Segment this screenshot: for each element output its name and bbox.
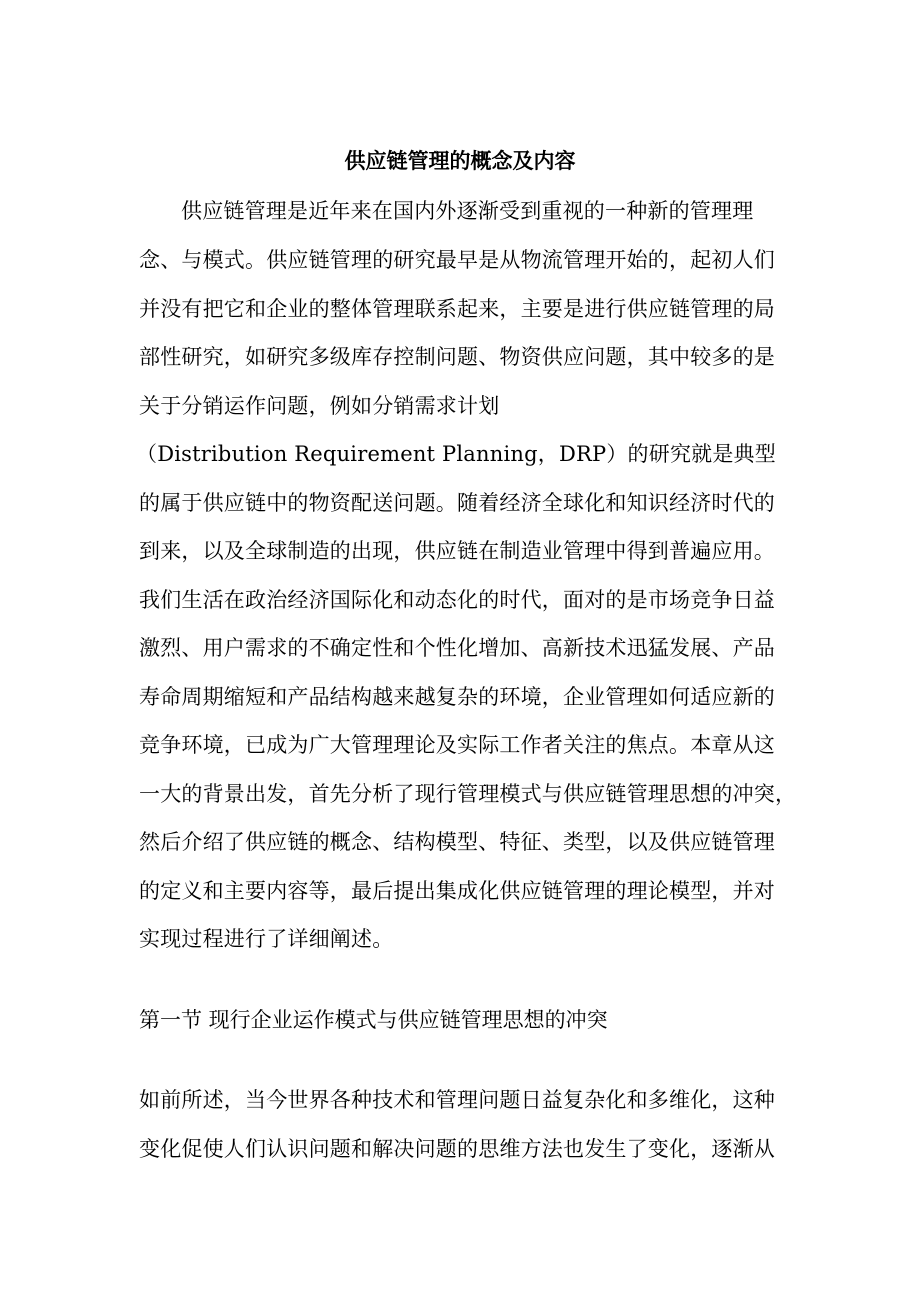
document-title: 供应链管理的概念及内容 [344,148,576,173]
paragraph-line: 部性研究，如研究多级库存控制问题、物资供应问题，其中较多的是 [139,345,775,369]
paragraph-line: 我们生活在政治经济国际化和动态化的时代，面对的是市场竞争日益 [139,588,775,612]
paragraph-line: 一大的背景出发，首先分析了现行管理模式与供应链管理思想的冲突， [139,782,797,806]
paragraph-line: 到来，以及全球制造的出现，供应链在制造业管理中得到普遍应用。 [139,539,775,563]
paragraph-line: 并没有把它和企业的整体管理联系起来，主要是进行供应链管理的局 [139,297,775,321]
paragraph-line: 供应链管理是近年来在国内外逐渐受到重视的一种新的管理理 [181,199,754,223]
paragraph-line: 念、与模式。供应链管理的研究最早是从物流管理开始的，起初人们 [139,248,775,272]
paragraph-line: 如前所述，当今世界各种技术和管理问题日益复杂化和多维化，这种 [139,1088,775,1112]
section-heading: 第一节 现行企业运作模式与供应链管理思想的冲突 [139,1008,608,1032]
paragraph-line: 激烈、用户需求的不确定性和个性化增加、高新技术迅猛发展、产品 [139,636,775,660]
paragraph-line: 实现过程进行了详细阐述。 [139,927,394,951]
paragraph-line: 寿命周期缩短和产品结构越来越复杂的环境，企业管理如何适应新的 [139,685,775,709]
paragraph-line: 然后介绍了供应链的概念、结构模型、特征、类型，以及供应链管理 [139,830,775,854]
paragraph-line: 的属于供应链中的物资配送问题。随着经济全球化和知识经济时代的 [139,491,775,515]
paragraph-line: （Distribution Requirement Planning，DRP）的研究就是典型 [136,442,776,466]
paragraph-line: 变化促使人们认识问题和解决问题的思维方法也发生了变化，逐渐从 [139,1137,775,1161]
paragraph-line: 竞争环境，已成为广大管理理论及实际工作者关注的焦点。本章从这 [139,733,775,757]
paragraph-line: 的定义和主要内容等，最后提出集成化供应链管理的理论模型，并对 [139,879,775,903]
paragraph-line: 关于分销运作问题，例如分销需求计划 [139,394,500,418]
